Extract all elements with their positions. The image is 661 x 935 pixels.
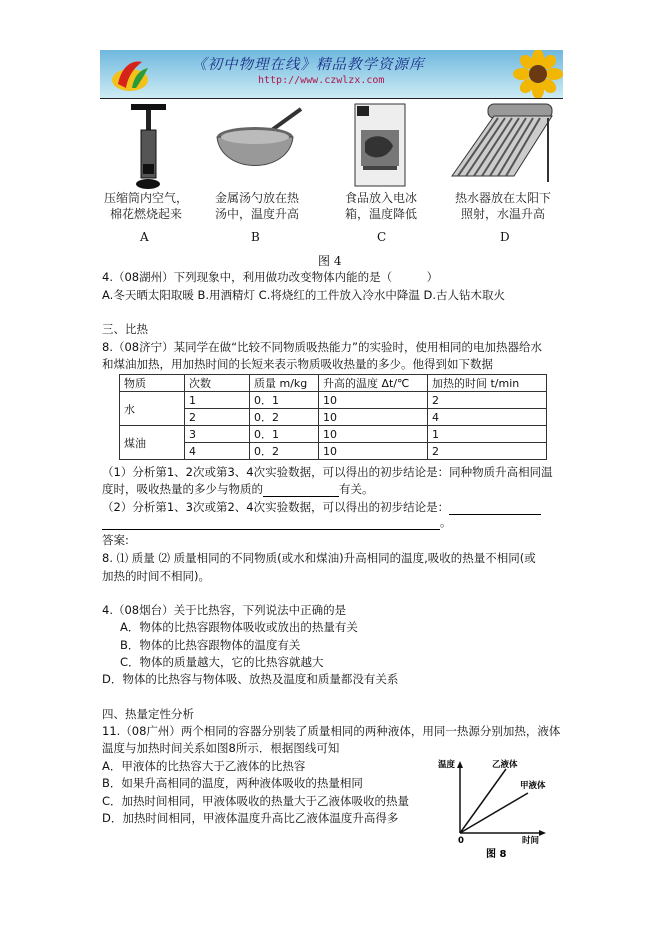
answer-label: 答案:: [102, 533, 129, 547]
q4b-stem: 4.（08烟台）关于比热容，下列说法中正确的是: [102, 603, 347, 617]
caption-a-line1: 压缩筒内空气，: [104, 191, 189, 205]
q8-sub1-end: 有关。: [339, 482, 374, 496]
q8-data-table: [119, 374, 547, 460]
q8-sub2-line2: [102, 515, 452, 530]
q8-sub1-text: 度时，吸收热量的多少与物质的: [102, 482, 263, 496]
table-cell: 10: [319, 426, 428, 443]
q4a-stem: 4.（08湖州）下列现象中，利用做功改变物体内能的是（ ）: [102, 270, 439, 284]
line-jia: [460, 793, 528, 833]
q8-sub2-blank2[interactable]: [102, 515, 440, 530]
caption-b-line1: 金属汤勺放在热: [215, 191, 300, 205]
figure4-caption-d: [455, 190, 551, 222]
table-cell: 1: [185, 392, 250, 409]
table-cell-substance: 煤油: [120, 426, 185, 460]
graph-xlabel: 时间: [522, 836, 540, 846]
header-divider: [100, 98, 563, 99]
solar-water-heater-image: [448, 102, 556, 186]
figure4-caption-a: [104, 190, 188, 222]
q8-sub2-end: 。: [440, 515, 452, 529]
table-cell: 10: [319, 443, 428, 460]
line-yi: [460, 769, 506, 833]
figure8-label: 图 8: [486, 849, 507, 860]
section4-heading: 四、热量定性分析: [102, 707, 194, 721]
q4b-option-d: D．物体的比热容与物体吸、放热及温度和质量都没有关系: [102, 672, 399, 686]
graph-ylabel: 温度: [438, 760, 456, 770]
table-cell-substance: 水: [120, 392, 185, 426]
q4b-option-b: B．物体的比热容跟物体的温度有关: [120, 638, 301, 652]
q4a-options: A.冬天晒太阳取暖 B.用酒精灯 C.将烧红的工件放入冷水中降温 D.古人钻木取火: [102, 288, 506, 302]
q8-sub2-line1: [102, 500, 541, 515]
caption-d-line1: 热水器放在太阳下: [455, 191, 552, 205]
table-header: 升高的温度 Δt/℃: [319, 375, 428, 392]
answer-line2: 加热的时间不相同)。: [102, 569, 210, 583]
x-axis-arrow-icon: [539, 830, 546, 836]
table-cell: 10: [319, 392, 428, 409]
y-axis-arrow-icon: [457, 761, 463, 768]
figure4-label: 图 4: [318, 254, 342, 268]
caption-b-line2: 汤中，温度升高: [215, 207, 300, 221]
q4b-option-c: C．物体的质量越大，它的比热容就越大: [120, 655, 324, 669]
soup-bowl-spoon-image: [215, 105, 305, 185]
figure4-letter-c: C: [377, 230, 387, 244]
header-banner: [100, 50, 563, 98]
table-cell: 0．1: [250, 426, 319, 443]
graph-label-jia: 甲液体: [520, 781, 546, 791]
table-cell: 1: [428, 426, 547, 443]
q8-sub1-blank[interactable]: [263, 482, 339, 497]
table-cell: 0．2: [250, 443, 319, 460]
table-row: [120, 443, 547, 460]
caption-d-line2: 照射，水温升高: [461, 207, 546, 221]
q8-sub2-blank[interactable]: [449, 500, 541, 515]
table-header: 加热的时间 t/min: [428, 375, 547, 392]
table-cell: 3: [185, 426, 250, 443]
sunflower-icon: [508, 50, 563, 98]
table-cell: 4: [428, 409, 547, 426]
figure4-caption-b: [215, 190, 299, 222]
figure8-graph: [436, 755, 556, 860]
caption-c-line1: 食品放入电冰: [345, 191, 418, 205]
q8-sub1-line1: （1）分析第1、2次或第3、4次实验数据，可以得出的初步结论是：同种物质升高相同温: [102, 465, 553, 479]
caption-c-line2: 箱，温度降低: [345, 207, 418, 221]
table-cell: 2: [428, 392, 547, 409]
figure4-caption-c: [345, 190, 417, 222]
q8-stem-line2: 和煤油加热，用加热时间的长短来表示物质吸收热量的多少。他得到如下数据: [102, 357, 493, 371]
q8-stem-line1: 8.（08济宁）某同学在做“比较不同物质吸热能力”的实验时，使用相同的电加热器给水: [102, 340, 543, 354]
refrigerator-image: [353, 102, 407, 188]
table-row: [120, 409, 547, 426]
q11-option-d: D．加热时间相同，甲液体温度升高比乙液体温度升高得多: [102, 811, 399, 825]
site-logo-icon: [108, 54, 152, 94]
table-cell: 4: [185, 443, 250, 460]
q8-sub2-text: （2）分析第1、3次或第2、4次实验数据，可以得出的初步结论是：: [102, 500, 450, 514]
site-title: 《初中物理在线》精品教学资源库: [192, 57, 425, 73]
q11-stem-line1: 11.（08广州）两个相同的容器分别装了质量相同的两种液体，用同一热源分别加热，液体: [102, 724, 561, 738]
q11-option-a: A．甲液体的比热容大于乙液体的比热容: [102, 759, 306, 773]
table-row: [120, 392, 547, 409]
q11-stem-line2: 温度与加热时间关系如图8所示．根据图线可知: [102, 741, 340, 755]
compression-cylinder-image: [126, 102, 171, 190]
caption-a-line2: 棉花燃烧起来: [110, 207, 183, 221]
table-header: 质量 m/kg: [250, 375, 319, 392]
table-cell: 0．2: [250, 409, 319, 426]
table-cell: 2: [185, 409, 250, 426]
graph-label-yi: 乙液体: [492, 760, 518, 770]
figure4-letter-a: A: [140, 230, 149, 244]
site-url[interactable]: http://www.czwlzx.com: [258, 75, 385, 86]
table-row: [120, 426, 547, 443]
q8-sub1-line2: [102, 482, 374, 497]
table-header-row: [120, 375, 547, 392]
q4b-option-a: A．物体的比热容跟物体吸收或放出的热量有关: [120, 620, 358, 634]
table-cell: 2: [428, 443, 547, 460]
q11-option-b: B．如果升高相同的温度，两种液体吸收的热量相同: [102, 776, 363, 790]
figure4-letter-d: D: [500, 230, 510, 244]
table-header: 次数: [185, 375, 250, 392]
table-header: 物质: [120, 375, 185, 392]
figure4-letter-b: B: [251, 230, 260, 244]
graph-origin: 0: [458, 836, 464, 846]
answer-line1: 8. ⑴ 质量 ⑵ 质量相同的不同物质(或水和煤油)升高相同的温度,吸收的热量不相同(或: [102, 551, 536, 565]
table-cell: 0．1: [250, 392, 319, 409]
section3-heading: 三、比热: [102, 322, 148, 336]
q11-option-c: C．加热时间相同，甲液体吸收的热量大于乙液体吸收的热量: [102, 794, 410, 808]
table-cell: 10: [319, 409, 428, 426]
